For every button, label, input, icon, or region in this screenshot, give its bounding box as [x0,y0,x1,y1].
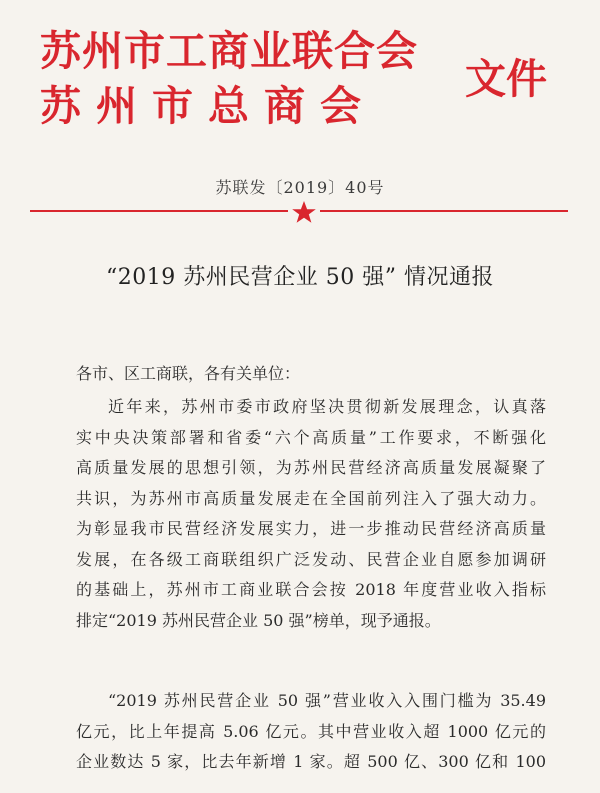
document-title: “2019 苏州民营企业 50 强” 情况通报 [106,265,494,290]
red-divider-left [30,210,288,212]
document-number: 苏联发〔2019〕40号 [215,178,385,197]
paragraph-line: 亿元，比上年提高 5.06 亿元。其中营业收入超 1000 亿元的 [76,721,546,741]
body-paragraph-2 [76,686,546,778]
red-divider-right [320,210,568,212]
paragraph-line: 发展，在各级工商联组织广泛发动、民营企业自愿参加调研 [76,549,546,569]
issuing-org-line-2: 苏州市总商会 [40,82,376,130]
paragraph-line: 近年来，苏州市委市政府坚决贯彻新发展理念，认真落 [108,397,546,416]
star-icon [291,200,317,224]
issuing-org-line-1: 苏州市工商业联合会 [40,27,418,75]
paragraph-line: 为彰显我市民营经济发展实力，进一步推动民营经济高质量 [76,519,546,538]
paragraph-line: 企业数达 5 家，比去年新增 1 家。超 500 亿、300 亿和 100 [76,752,546,771]
salutation: 各市、区工商联，各有关单位： [76,364,301,383]
paragraph-line: 的基础上，苏州市工商业联合会按 2018 年度营业收入指标 [76,580,546,599]
paragraph-line: “2019 苏州民营企业 50 强”营业收入入围门槛为 35.49 [108,691,546,710]
paragraph-line: 排定“2019 苏州民营企业 50 强”榜单，现予通报。 [76,610,441,630]
paragraph-line: 高质量发展的思想引领，为苏州民营经济高质量发展凝聚了 [76,458,546,477]
paragraph-line: 实中央决策部署和省委“六个高质量”工作要求，不断强化 [76,427,546,447]
paragraph-line: 共识，为苏州市高质量发展走在全国前列注入了强大动力。 [76,488,546,508]
body-paragraph-1 [76,392,546,636]
document-type-label: 文件 [465,55,547,103]
document-header [40,22,580,152]
